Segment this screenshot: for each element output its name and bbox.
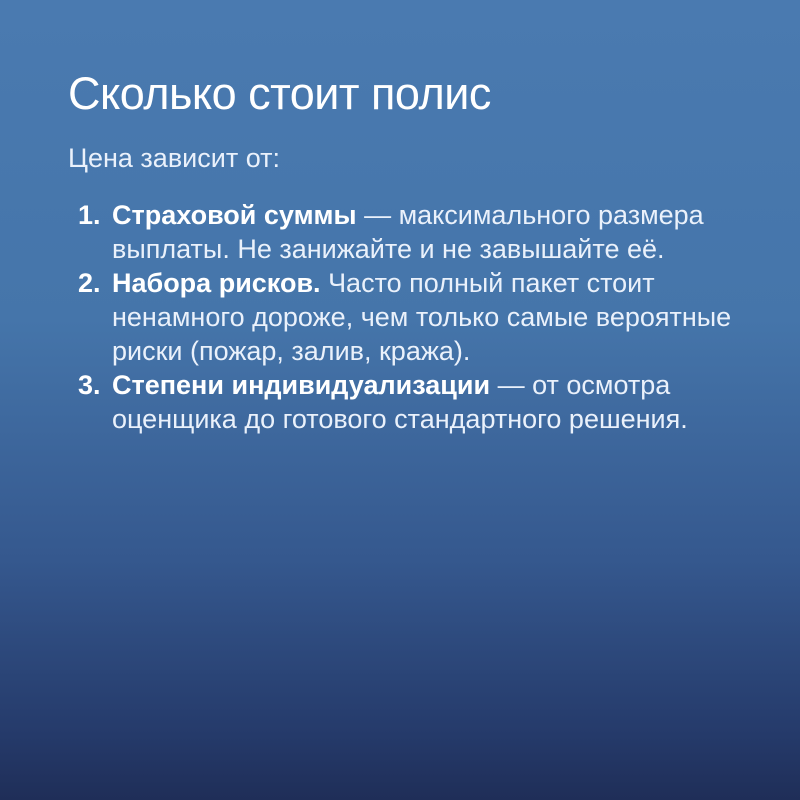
item-bold-text: Набора рисков. [112,268,321,298]
price-factors-list [68,198,748,436]
item-text: — максимального размера выплаты. Не занижайте и не завышайте её. [112,200,704,264]
item-bold-text: Степени индивидуализации [112,370,491,400]
item-text: — от осмотра оценщика до готового стандартного решения. [112,370,688,434]
list-item [68,266,748,368]
content-block [68,66,748,436]
item-number: 1. [78,200,101,230]
page-title: Сколько стоит полис [68,68,491,119]
item-text: Часто полный пакет стоит ненамного дороже, чем только самые вероятные риски (пожар, залив, кража). [112,268,732,366]
intro-text: Цена зависит от: [68,143,280,173]
item-number: 3. [78,370,101,400]
list-item [68,198,748,266]
item-bold-text: Страховой суммы [112,200,357,230]
item-number: 2. [78,268,101,298]
list-item [68,368,748,436]
